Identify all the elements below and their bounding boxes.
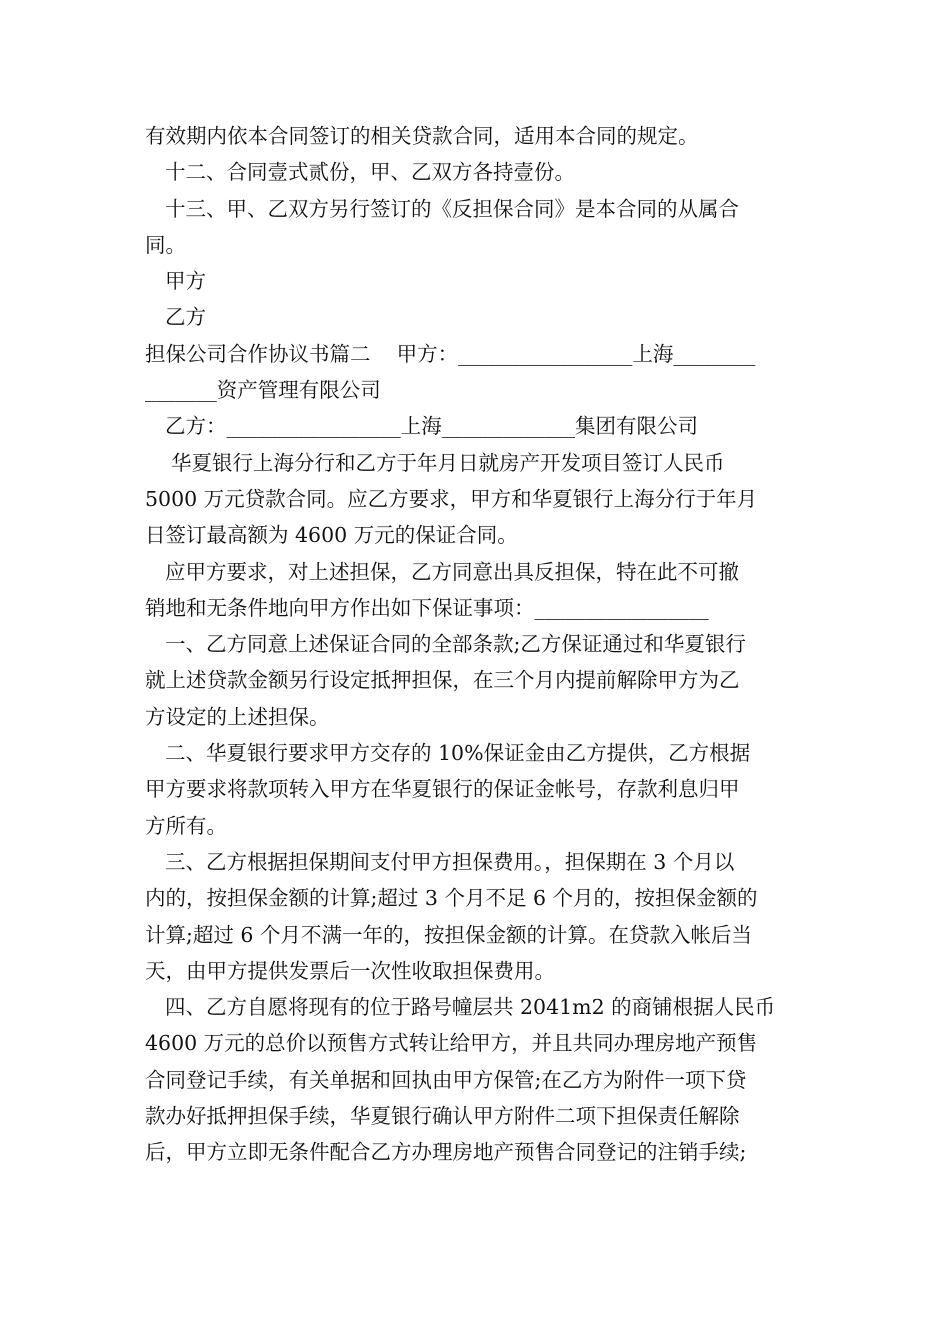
text-line: 三、乙方根据担保期间支付甲方担保费用。，担保期在 3 个月以: [165, 849, 735, 874]
text-line: 华夏银行上海分行和乙方于年月日就房产开发项目签订人民币: [171, 450, 725, 475]
document-body: [145, 118, 810, 1171]
text-line: 5000 万元贷款合同。应乙方要求，甲方和华夏银行上海分行于年月: [145, 486, 758, 511]
text-line: 十三、甲、乙双方另行签订的《反担保合同》是本合同的从属合: [165, 196, 739, 221]
text-line: 后，甲方立即无条件配合乙方办理房地产预售合同登记的注销手续;: [145, 1140, 747, 1165]
text-line: 甲方要求将款项转入甲方在华夏银行的保证金帐号，存款利息归甲: [145, 777, 740, 802]
text-line: 十二、合同壹式贰份，甲、乙双方各持壹份。: [165, 160, 575, 185]
text-line: 方设定的上述担保。: [145, 704, 330, 729]
text-line: 合同登记手续，有关单据和回执由甲方保管;在乙方为附件一项下贷: [145, 1067, 747, 1092]
text-line: 计算;超过 6 个月不满一年的，按担保金额的计算。在贷款入帐后当: [145, 922, 752, 947]
text-line: 日签订最高额为 4600 万元的保证合同。: [145, 523, 518, 548]
text-line: 应甲方要求，对上述担保，乙方同意出具反担保，特在此不可撤: [165, 559, 739, 584]
text-line: 四、乙方自愿将现有的位于路号幢层共 2041m2 的商铺根据人民币: [165, 995, 776, 1020]
text-line: 乙方: [165, 305, 206, 330]
text-line: 乙方：_________________上海_____________集团有限公司: [165, 414, 698, 439]
text-line: 4600 万元的总价以预售方式转让给甲方，并且共同办理房地产预售: [145, 1031, 758, 1056]
text-line: 内的，按担保金额的计算;超过 3 个月不足 6 个月的，按担保金额的: [145, 886, 758, 911]
text-line: 有效期内依本合同签订的相关贷款合同，适用本合同的规定。: [145, 124, 699, 148]
text-line: _______资产管理有限公司: [145, 378, 381, 403]
text-line: 甲方: [165, 269, 206, 294]
text-line: 天，由甲方提供发票后一次性收取担保费用。: [145, 958, 555, 983]
text-line: 担保公司合作协议书篇二 甲方：_________________上海________: [145, 341, 756, 366]
text-line: 同。: [145, 232, 186, 257]
text-line: 二、华夏银行要求甲方交存的 10%保证金由乙方提供，乙方根据: [165, 741, 751, 766]
text-line: 就上述贷款金额另行设定抵押担保，在三个月内提前解除甲方为乙: [145, 668, 740, 693]
text-line: 款办好抵押担保手续，华夏银行确认甲方附件二项下担保责任解除: [145, 1104, 740, 1129]
text-line: 销地和无条件地向甲方作出如下保证事项：_________________: [145, 595, 709, 620]
text-line: 方所有。: [145, 813, 227, 838]
text-line: 一、乙方同意上述保证合同的全部条款;乙方保证通过和华夏银行: [165, 632, 746, 657]
